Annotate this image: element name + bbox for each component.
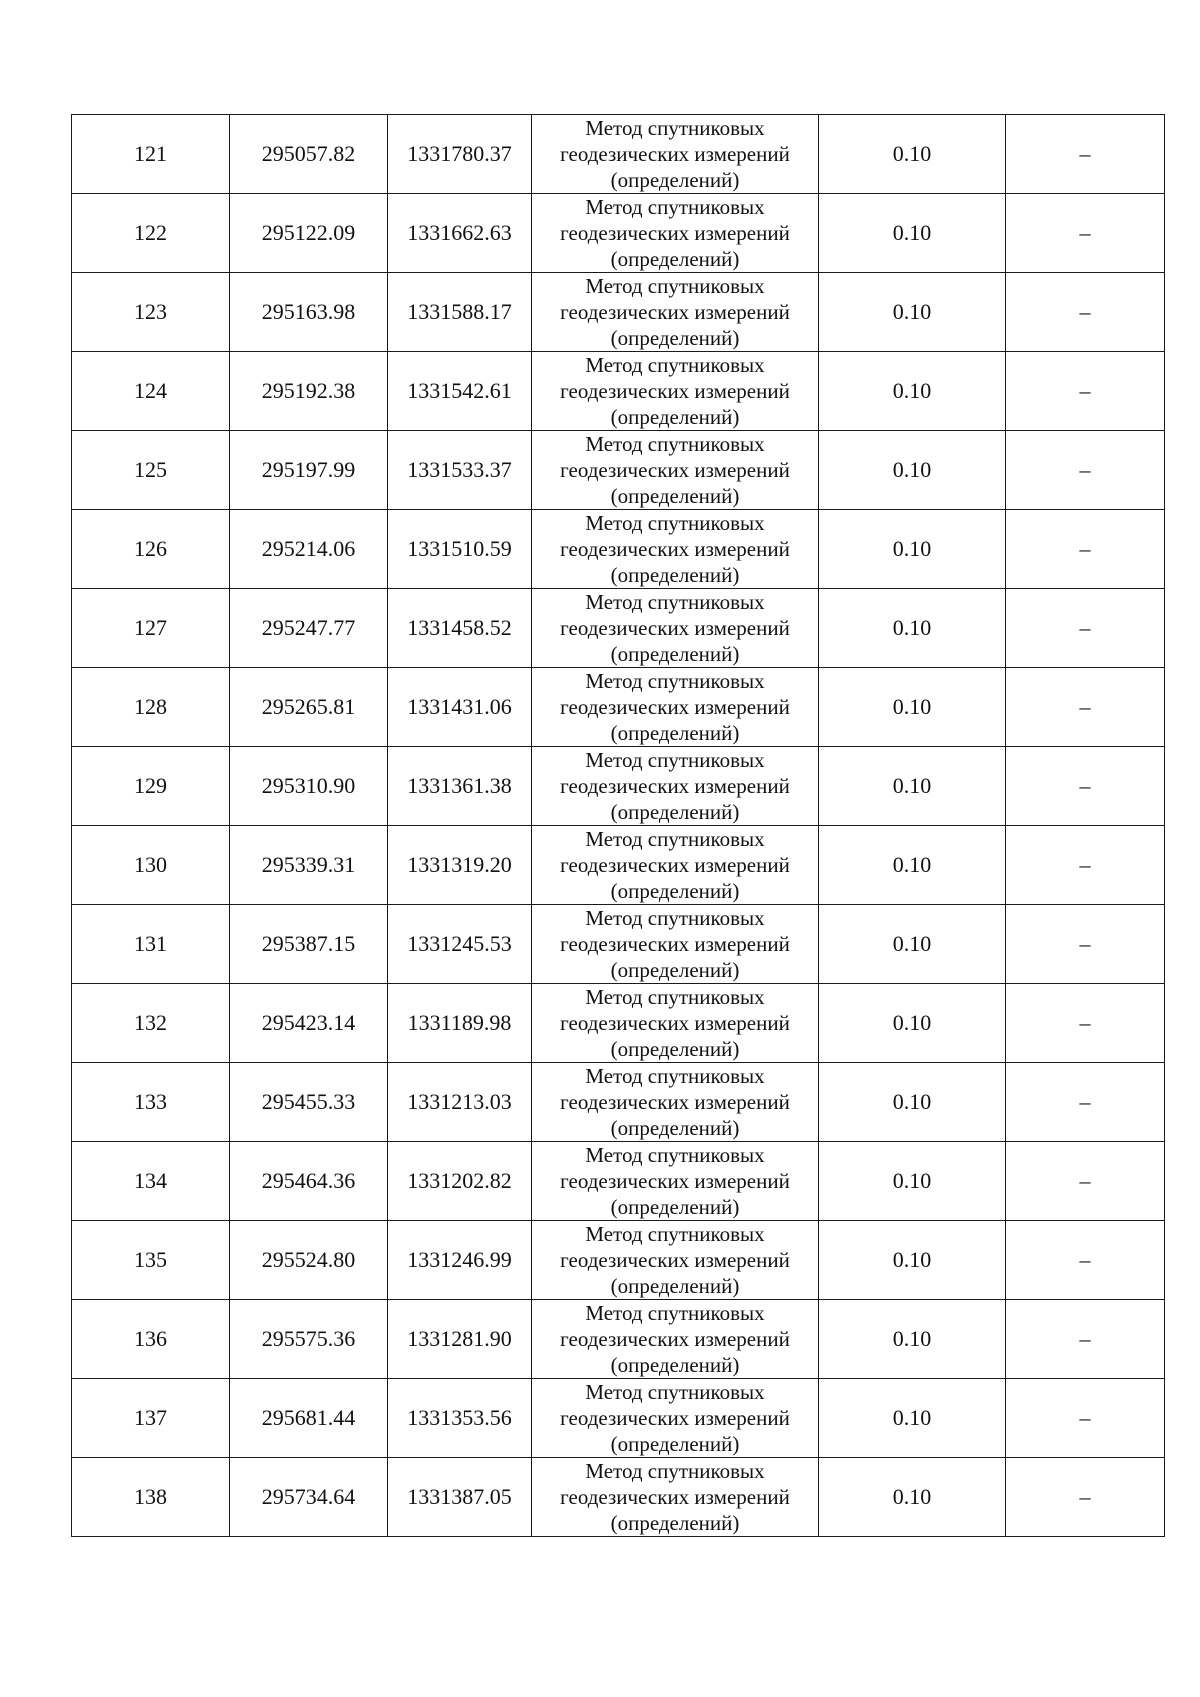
accuracy-cell: 0.10 (819, 1379, 1006, 1458)
table-row (72, 668, 1165, 747)
method-text-line: Метод спутниковых (585, 1459, 765, 1483)
y-coordinate-cell: 1331588.17 (388, 273, 532, 352)
method-text-line: Метод спутниковых (585, 827, 765, 851)
point-number-cell: 127 (72, 589, 230, 668)
y-coordinate-cell: 1331353.56 (388, 1379, 532, 1458)
accuracy-cell: 0.10 (819, 1458, 1006, 1537)
note-cell: – (1006, 1458, 1165, 1537)
table-row (72, 747, 1165, 826)
note-cell: – (1006, 1379, 1165, 1458)
method-cell (532, 1379, 819, 1458)
point-number-cell: 122 (72, 194, 230, 273)
accuracy-cell: 0.10 (819, 905, 1006, 984)
method-text-line: геодезических измерений (560, 537, 790, 561)
method-text-line: геодезических измерений (560, 379, 790, 403)
table-row (72, 1142, 1165, 1221)
method-text-line: геодезических измерений (560, 300, 790, 324)
method-text-line: (определений) (610, 642, 740, 666)
y-coordinate-cell: 1331510.59 (388, 510, 532, 589)
method-text-line: геодезических измерений (560, 142, 790, 166)
y-coordinate-cell: 1331202.82 (388, 1142, 532, 1221)
method-text-line: геодезических измерений (560, 1090, 790, 1114)
method-text-line: геодезических измерений (560, 932, 790, 956)
note-cell: – (1006, 510, 1165, 589)
method-text-line: (определений) (610, 405, 740, 429)
table-row (72, 905, 1165, 984)
method-text-line: (определений) (610, 1037, 740, 1061)
note-cell: – (1006, 589, 1165, 668)
method-cell (532, 273, 819, 352)
point-number-cell: 133 (72, 1063, 230, 1142)
point-number-cell: 129 (72, 747, 230, 826)
x-coordinate-cell: 295681.44 (230, 1379, 388, 1458)
point-number-cell: 136 (72, 1300, 230, 1379)
table-row (72, 194, 1165, 273)
method-text-line: Метод спутниковых (585, 1064, 765, 1088)
method-text-line: геодезических измерений (560, 221, 790, 245)
note-cell: – (1006, 984, 1165, 1063)
table-row (72, 1379, 1165, 1458)
method-text-line: (определений) (610, 247, 740, 271)
method-text-line: геодезических измерений (560, 695, 790, 719)
y-coordinate-cell: 1331431.06 (388, 668, 532, 747)
note-cell: – (1006, 115, 1165, 194)
y-coordinate-cell: 1331189.98 (388, 984, 532, 1063)
method-text-line: Метод спутниковых (585, 116, 765, 140)
y-coordinate-cell: 1331533.37 (388, 431, 532, 510)
note-cell: – (1006, 352, 1165, 431)
method-text-line: геодезических измерений (560, 1248, 790, 1272)
y-coordinate-cell: 1331542.61 (388, 352, 532, 431)
method-cell (532, 431, 819, 510)
point-number-cell: 128 (72, 668, 230, 747)
method-text-line: (определений) (610, 958, 740, 982)
method-cell (532, 1221, 819, 1300)
point-number-cell: 126 (72, 510, 230, 589)
point-number-cell: 134 (72, 1142, 230, 1221)
method-text-line: Метод спутниковых (585, 590, 765, 614)
table-row (72, 273, 1165, 352)
table-row (72, 1221, 1165, 1300)
table-row (72, 115, 1165, 194)
method-text-line: Метод спутниковых (585, 195, 765, 219)
accuracy-cell: 0.10 (819, 984, 1006, 1063)
method-text-line: геодезических измерений (560, 1169, 790, 1193)
y-coordinate-cell: 1331780.37 (388, 115, 532, 194)
method-text-line: Метод спутниковых (585, 669, 765, 693)
x-coordinate-cell: 295310.90 (230, 747, 388, 826)
method-text-line: геодезических измерений (560, 616, 790, 640)
x-coordinate-cell: 295339.31 (230, 826, 388, 905)
accuracy-cell: 0.10 (819, 352, 1006, 431)
table-row (72, 352, 1165, 431)
point-number-cell: 132 (72, 984, 230, 1063)
accuracy-cell: 0.10 (819, 431, 1006, 510)
method-text-line: геодезических измерений (560, 774, 790, 798)
point-number-cell: 124 (72, 352, 230, 431)
x-coordinate-cell: 295575.36 (230, 1300, 388, 1379)
coordinates-table (71, 114, 1165, 1537)
note-cell: – (1006, 194, 1165, 273)
method-text-line: Метод спутниковых (585, 1143, 765, 1167)
method-cell (532, 747, 819, 826)
method-text-line: (определений) (610, 800, 740, 824)
method-cell (532, 194, 819, 273)
table-row (72, 984, 1165, 1063)
accuracy-cell: 0.10 (819, 1221, 1006, 1300)
method-cell (532, 1063, 819, 1142)
method-text-line: (определений) (610, 1353, 740, 1377)
note-cell: – (1006, 1063, 1165, 1142)
y-coordinate-cell: 1331246.99 (388, 1221, 532, 1300)
x-coordinate-cell: 295734.64 (230, 1458, 388, 1537)
accuracy-cell: 0.10 (819, 668, 1006, 747)
y-coordinate-cell: 1331319.20 (388, 826, 532, 905)
x-coordinate-cell: 295057.82 (230, 115, 388, 194)
method-text-line: Метод спутниковых (585, 432, 765, 456)
method-cell (532, 1142, 819, 1221)
x-coordinate-cell: 295423.14 (230, 984, 388, 1063)
method-cell (532, 668, 819, 747)
x-coordinate-cell: 295122.09 (230, 194, 388, 273)
x-coordinate-cell: 295163.98 (230, 273, 388, 352)
point-number-cell: 135 (72, 1221, 230, 1300)
x-coordinate-cell: 295192.38 (230, 352, 388, 431)
method-text-line: Метод спутниковых (585, 274, 765, 298)
method-text-line: геодезических измерений (560, 458, 790, 482)
method-text-line: (определений) (610, 721, 740, 745)
note-cell: – (1006, 1221, 1165, 1300)
method-text-line: геодезических измерений (560, 1011, 790, 1035)
accuracy-cell: 0.10 (819, 1300, 1006, 1379)
accuracy-cell: 0.10 (819, 1142, 1006, 1221)
x-coordinate-cell: 295464.36 (230, 1142, 388, 1221)
note-cell: – (1006, 668, 1165, 747)
accuracy-cell: 0.10 (819, 589, 1006, 668)
x-coordinate-cell: 295455.33 (230, 1063, 388, 1142)
x-coordinate-cell: 295524.80 (230, 1221, 388, 1300)
method-text-line: Метод спутниковых (585, 985, 765, 1009)
method-text-line: геодезических измерений (560, 1485, 790, 1509)
method-cell (532, 1300, 819, 1379)
method-text-line: (определений) (610, 1195, 740, 1219)
method-text-line: Метод спутниковых (585, 748, 765, 772)
method-text-line: геодезических измерений (560, 1327, 790, 1351)
method-text-line: геодезических измерений (560, 853, 790, 877)
accuracy-cell: 0.10 (819, 510, 1006, 589)
method-text-line: (определений) (610, 1274, 740, 1298)
method-text-line: (определений) (610, 484, 740, 508)
accuracy-cell: 0.10 (819, 273, 1006, 352)
table-row (72, 1458, 1165, 1537)
point-number-cell: 125 (72, 431, 230, 510)
method-cell (532, 905, 819, 984)
y-coordinate-cell: 1331245.53 (388, 905, 532, 984)
method-text-line: (определений) (610, 1511, 740, 1535)
method-text-line: (определений) (610, 563, 740, 587)
y-coordinate-cell: 1331662.63 (388, 194, 532, 273)
x-coordinate-cell: 295214.06 (230, 510, 388, 589)
point-number-cell: 138 (72, 1458, 230, 1537)
method-text-line: Метод спутниковых (585, 353, 765, 377)
note-cell: – (1006, 1142, 1165, 1221)
y-coordinate-cell: 1331361.38 (388, 747, 532, 826)
method-text-line: Метод спутниковых (585, 1301, 765, 1325)
note-cell: – (1006, 1300, 1165, 1379)
method-text-line: (определений) (610, 879, 740, 903)
note-cell: – (1006, 747, 1165, 826)
coordinates-table-body (72, 115, 1165, 1537)
table-row (72, 589, 1165, 668)
accuracy-cell: 0.10 (819, 115, 1006, 194)
accuracy-cell: 0.10 (819, 194, 1006, 273)
table-row (72, 1300, 1165, 1379)
method-text-line: геодезических измерений (560, 1406, 790, 1430)
table-row (72, 510, 1165, 589)
method-cell (532, 510, 819, 589)
point-number-cell: 131 (72, 905, 230, 984)
point-number-cell: 123 (72, 273, 230, 352)
method-text-line: (определений) (610, 1432, 740, 1456)
note-cell: – (1006, 826, 1165, 905)
method-cell (532, 826, 819, 905)
method-text-line: (определений) (610, 1116, 740, 1140)
table-row (72, 826, 1165, 905)
method-text-line: Метод спутниковых (585, 511, 765, 535)
x-coordinate-cell: 295197.99 (230, 431, 388, 510)
accuracy-cell: 0.10 (819, 747, 1006, 826)
method-text-line: Метод спутниковых (585, 1222, 765, 1246)
method-text-line: (определений) (610, 326, 740, 350)
accuracy-cell: 0.10 (819, 826, 1006, 905)
method-text-line: Метод спутниковых (585, 906, 765, 930)
method-cell (532, 115, 819, 194)
table-row (72, 431, 1165, 510)
method-cell (532, 984, 819, 1063)
y-coordinate-cell: 1331213.03 (388, 1063, 532, 1142)
method-cell (532, 589, 819, 668)
x-coordinate-cell: 295265.81 (230, 668, 388, 747)
x-coordinate-cell: 295247.77 (230, 589, 388, 668)
method-cell (532, 1458, 819, 1537)
method-cell (532, 352, 819, 431)
point-number-cell: 130 (72, 826, 230, 905)
point-number-cell: 137 (72, 1379, 230, 1458)
note-cell: – (1006, 905, 1165, 984)
x-coordinate-cell: 295387.15 (230, 905, 388, 984)
y-coordinate-cell: 1331387.05 (388, 1458, 532, 1537)
point-number-cell: 121 (72, 115, 230, 194)
note-cell: – (1006, 431, 1165, 510)
method-text-line: (определений) (610, 168, 740, 192)
accuracy-cell: 0.10 (819, 1063, 1006, 1142)
y-coordinate-cell: 1331458.52 (388, 589, 532, 668)
method-text-line: Метод спутниковых (585, 1380, 765, 1404)
note-cell: – (1006, 273, 1165, 352)
table-row (72, 1063, 1165, 1142)
y-coordinate-cell: 1331281.90 (388, 1300, 532, 1379)
